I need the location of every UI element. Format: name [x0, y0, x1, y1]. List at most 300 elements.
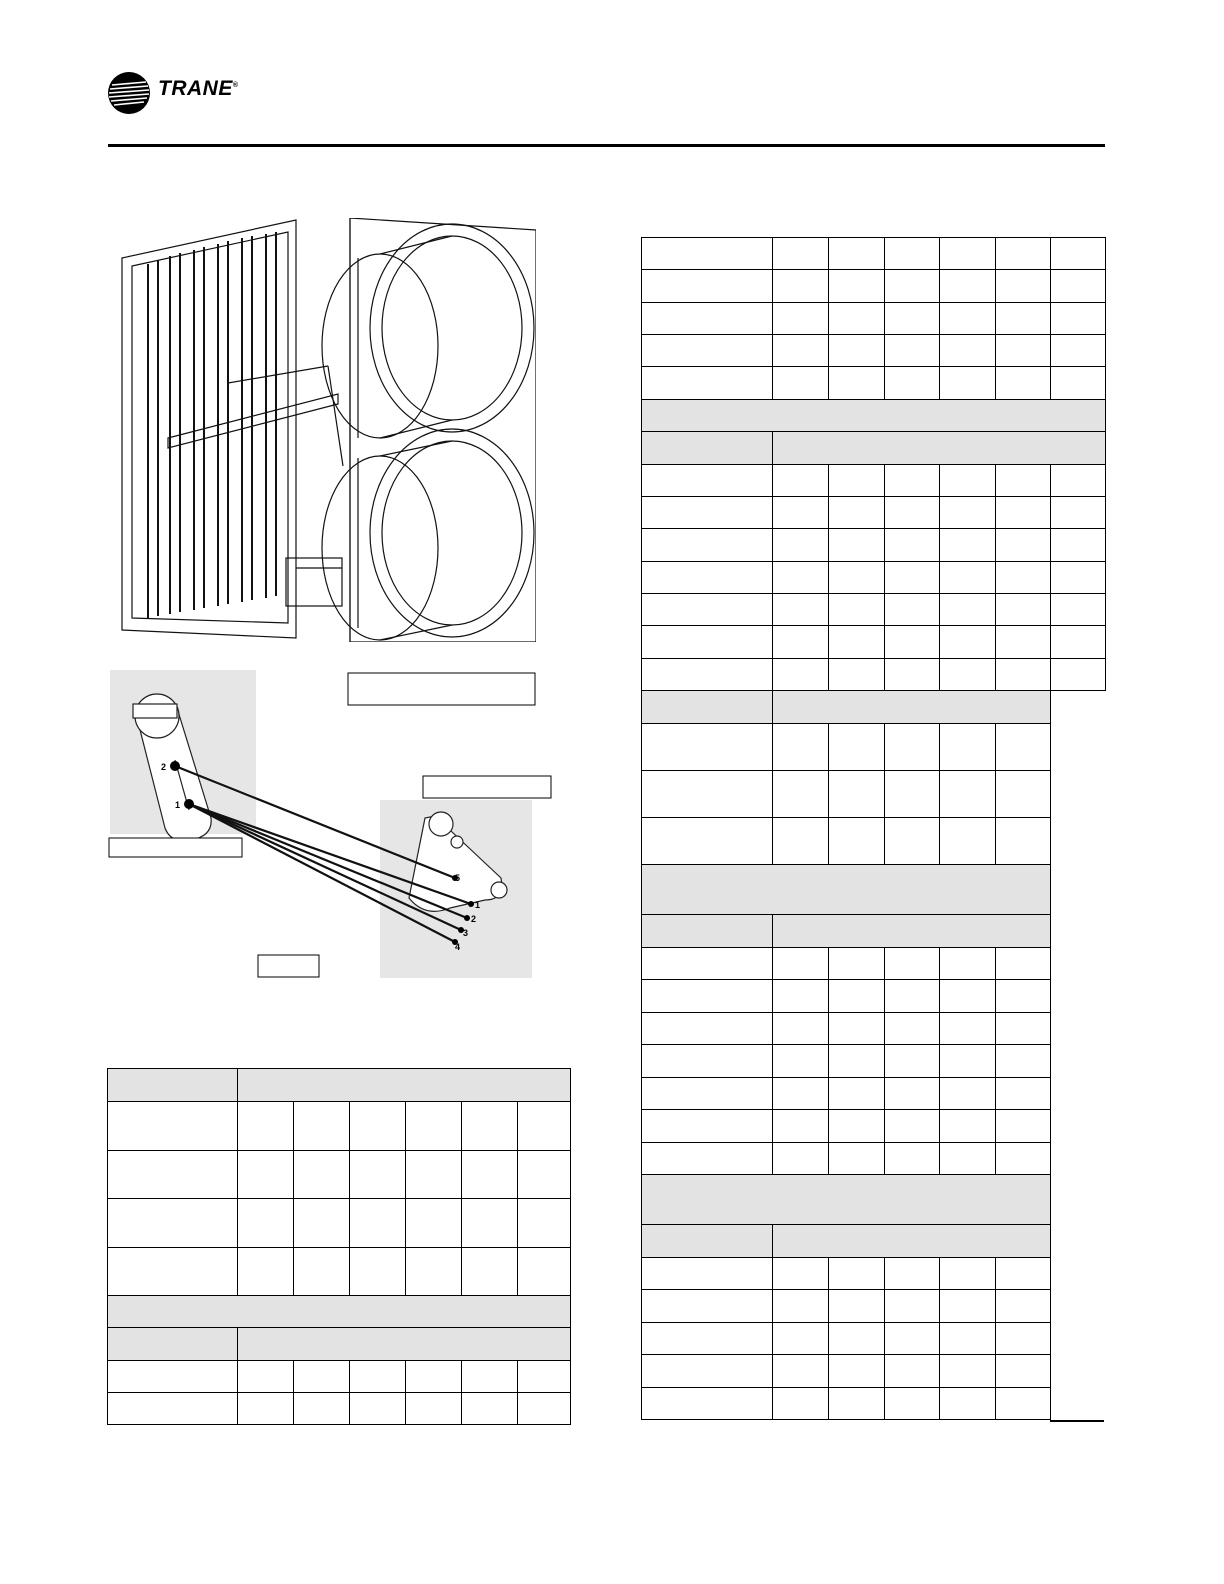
- table-cell: [940, 724, 996, 771]
- table-cell: [294, 1361, 350, 1393]
- table-cell: [996, 724, 1051, 771]
- table-row: [642, 1143, 1106, 1175]
- table-cell: [940, 948, 996, 980]
- table-cell: [885, 465, 940, 497]
- table-cell: [885, 529, 940, 562]
- table-cell: [996, 1355, 1051, 1388]
- table-end-rule: [1050, 1420, 1104, 1422]
- table-cell: [829, 771, 885, 818]
- table-cell: [1051, 529, 1106, 562]
- table-cell: [1051, 465, 1106, 497]
- table-cell: [773, 529, 829, 562]
- table-cell: [1051, 1323, 1106, 1355]
- table-cell: [1051, 865, 1106, 915]
- table-row: [642, 1078, 1106, 1110]
- table-cell: [406, 1151, 462, 1199]
- table-header-cell: [238, 1328, 571, 1361]
- table-cell: [996, 562, 1051, 594]
- table-cell: [1051, 691, 1106, 724]
- table-cell: [773, 303, 829, 335]
- table-cell: [1051, 270, 1106, 303]
- table-header-cell: [773, 432, 1106, 465]
- table-cell: [940, 465, 996, 497]
- table-cell: [829, 724, 885, 771]
- table-cell: [885, 1355, 940, 1388]
- table-cell: [773, 818, 829, 865]
- table-cell: [996, 497, 1051, 529]
- table-cell: [773, 594, 829, 626]
- table-row: [642, 238, 1106, 270]
- table-row: [642, 1355, 1106, 1388]
- table-cell: [940, 1078, 996, 1110]
- table-cell: [1051, 818, 1106, 865]
- table-cell: [829, 529, 885, 562]
- table-cell: [829, 1045, 885, 1078]
- table-cell: [829, 367, 885, 400]
- table-cell: [518, 1151, 571, 1199]
- table-cell: [885, 771, 940, 818]
- table-cell: [462, 1361, 518, 1393]
- table-row: [642, 1388, 1106, 1420]
- table-cell: [885, 1143, 940, 1175]
- table-cell: [642, 724, 773, 771]
- table-cell: [829, 818, 885, 865]
- table-cell: [406, 1248, 462, 1296]
- table-cell: [996, 270, 1051, 303]
- table-cell: [829, 1388, 885, 1420]
- table-cell: [940, 1258, 996, 1290]
- table-cell: [773, 1078, 829, 1110]
- table-header-cell: [642, 400, 1106, 432]
- table-cell: [996, 1388, 1051, 1420]
- damper-linkage-detail-drawing: [105, 668, 557, 984]
- table-cell: [829, 1143, 885, 1175]
- table-cell: [1051, 724, 1106, 771]
- table-row: [642, 529, 1106, 562]
- table-header-cell: [773, 1225, 1051, 1258]
- table-cell: [642, 771, 773, 818]
- table-cell: [829, 980, 885, 1013]
- table-cell: [940, 1388, 996, 1420]
- table-cell: [996, 1323, 1051, 1355]
- table-row: [642, 948, 1106, 980]
- table-cell: [885, 1013, 940, 1045]
- table-cell: [1051, 238, 1106, 270]
- table-row: [108, 1296, 571, 1328]
- table-cell: [238, 1393, 294, 1425]
- table-cell: [1051, 626, 1106, 659]
- right-hole-label: 4: [455, 942, 461, 952]
- table-row: [108, 1199, 571, 1248]
- table-cell: [885, 1258, 940, 1290]
- table-cell: [829, 948, 885, 980]
- table-row: [642, 270, 1106, 303]
- table-cell: [462, 1393, 518, 1425]
- table-cell: [1051, 594, 1106, 626]
- table-cell: [829, 270, 885, 303]
- table-cell: [642, 1388, 773, 1420]
- table-cell: [885, 367, 940, 400]
- table-cell: [462, 1199, 518, 1248]
- table-cell: [773, 335, 829, 367]
- table-cell: [773, 1045, 829, 1078]
- table-cell: [940, 1323, 996, 1355]
- table-cell: [108, 1199, 238, 1248]
- table-cell: [885, 659, 940, 691]
- table-cell: [829, 1355, 885, 1388]
- table-cell: [1051, 1110, 1106, 1143]
- right-hole-label: 2: [471, 914, 477, 924]
- table-row: [642, 1323, 1106, 1355]
- table-row: [642, 1045, 1106, 1078]
- table-cell: [238, 1199, 294, 1248]
- table-cell: [642, 626, 773, 659]
- table-cell: [642, 659, 773, 691]
- table-cell: [829, 1110, 885, 1143]
- table-cell: [642, 1045, 773, 1078]
- table-cell: [829, 238, 885, 270]
- callout-box: [258, 955, 319, 977]
- table-cell: [885, 303, 940, 335]
- table-row: [642, 1013, 1106, 1045]
- table-cell: [996, 594, 1051, 626]
- table-cell: [518, 1393, 571, 1425]
- table-cell: [238, 1102, 294, 1151]
- table-cell: [996, 1110, 1051, 1143]
- table-cell: [1051, 771, 1106, 818]
- table-cell: [996, 1045, 1051, 1078]
- table-cell: [1051, 1225, 1106, 1258]
- table-cell: [642, 270, 773, 303]
- table-cell: [773, 1143, 829, 1175]
- table-row: [642, 771, 1106, 818]
- right-hole-label: 3: [463, 928, 469, 938]
- table-cell: [885, 1323, 940, 1355]
- table-cell: [829, 1290, 885, 1323]
- table-row: [642, 626, 1106, 659]
- table-cell: [642, 1143, 773, 1175]
- table-cell: [773, 626, 829, 659]
- table-cell: [940, 594, 996, 626]
- table-cell: [773, 1355, 829, 1388]
- table-cell: [996, 1143, 1051, 1175]
- table-cell: [518, 1199, 571, 1248]
- table-cell: [885, 1045, 940, 1078]
- table-cell: [642, 1110, 773, 1143]
- table-row: [642, 594, 1106, 626]
- table-cell: [940, 1143, 996, 1175]
- table-cell: [773, 1258, 829, 1290]
- table-cell: [829, 1258, 885, 1290]
- table-cell: [108, 1151, 238, 1199]
- table-header-cell: [642, 432, 773, 465]
- table-cell: [885, 1110, 940, 1143]
- table-row: [108, 1361, 571, 1393]
- table-cell: [518, 1361, 571, 1393]
- table-cell: [829, 659, 885, 691]
- right-hole-label: 5: [455, 873, 461, 883]
- table-cell: [940, 1013, 996, 1045]
- table-cell: [885, 562, 940, 594]
- table-cell: [885, 594, 940, 626]
- table-cell: [940, 303, 996, 335]
- table-cell: [940, 562, 996, 594]
- table-row: [108, 1248, 571, 1296]
- table-cell: [773, 724, 829, 771]
- table-cell: [518, 1102, 571, 1151]
- table-cell: [940, 238, 996, 270]
- table-header-cell: [773, 691, 1051, 724]
- table-cell: [885, 626, 940, 659]
- table-cell: [350, 1361, 406, 1393]
- table-cell: [642, 594, 773, 626]
- table-cell: [940, 1045, 996, 1078]
- trane-globe-icon: [106, 71, 152, 115]
- table-cell: [294, 1199, 350, 1248]
- table-cell: [642, 818, 773, 865]
- table-cell: [773, 1290, 829, 1323]
- table-cell: [773, 1013, 829, 1045]
- table-cell: [108, 1393, 238, 1425]
- table-cell: [940, 367, 996, 400]
- table-cell: [238, 1151, 294, 1199]
- table-cell: [829, 303, 885, 335]
- table-cell: [238, 1248, 294, 1296]
- table-cell: [1051, 948, 1106, 980]
- left-hole-label: 2: [161, 762, 167, 772]
- callout-box: [109, 838, 242, 857]
- table-cell: [885, 724, 940, 771]
- table-cell: [1051, 1013, 1106, 1045]
- table-cell: [996, 980, 1051, 1013]
- table-cell: [996, 1258, 1051, 1290]
- table-cell: [996, 818, 1051, 865]
- table-header-cell: [642, 1175, 1051, 1225]
- table-cell: [642, 1355, 773, 1388]
- table-header-cell: [642, 691, 773, 724]
- table-row: [642, 818, 1106, 865]
- table-cell: [996, 626, 1051, 659]
- damper-and-fan-assembly-drawing: [118, 218, 536, 642]
- table-cell: [996, 529, 1051, 562]
- table-cell: [940, 1290, 996, 1323]
- table-row: [642, 335, 1106, 367]
- table-row: [642, 303, 1106, 335]
- table-row: [108, 1102, 571, 1151]
- table-cell: [773, 1110, 829, 1143]
- right-hole-label: 1: [475, 900, 481, 910]
- table-cell: [773, 948, 829, 980]
- table-cell: [642, 980, 773, 1013]
- table-row: [642, 1290, 1106, 1323]
- table-cell: [406, 1393, 462, 1425]
- callout-box: [348, 673, 535, 705]
- table-cell: [996, 335, 1051, 367]
- table-cell: [350, 1393, 406, 1425]
- table-cell: [1051, 1258, 1106, 1290]
- table-cell: [1051, 915, 1106, 948]
- table-cell: [294, 1248, 350, 1296]
- table-cell: [642, 497, 773, 529]
- table-cell: [773, 659, 829, 691]
- table-cell: [996, 367, 1051, 400]
- table-cell: [1051, 1078, 1106, 1110]
- table-header-cell: [773, 915, 1051, 948]
- table-header-cell: [108, 1069, 238, 1102]
- table-cell: [108, 1102, 238, 1151]
- trane-logo: [106, 71, 246, 115]
- table-cell: [1051, 497, 1106, 529]
- table-cell: [996, 771, 1051, 818]
- right-data-table: [641, 237, 1106, 1420]
- table-cell: [940, 980, 996, 1013]
- table-header-cell: [642, 915, 773, 948]
- table-row: [642, 915, 1106, 948]
- table-cell: [462, 1151, 518, 1199]
- table-row: [642, 659, 1106, 691]
- table-cell: [773, 465, 829, 497]
- table-cell: [406, 1102, 462, 1151]
- table-row: [642, 980, 1106, 1013]
- table-cell: [885, 818, 940, 865]
- table-cell: [996, 1078, 1051, 1110]
- table-header-cell: [238, 1069, 571, 1102]
- table-cell: [773, 270, 829, 303]
- table-cell: [996, 948, 1051, 980]
- table-row: [108, 1328, 571, 1361]
- table-row: [642, 562, 1106, 594]
- table-cell: [885, 497, 940, 529]
- table-cell: [885, 980, 940, 1013]
- table-cell: [1051, 303, 1106, 335]
- table-cell: [1051, 335, 1106, 367]
- table-cell: [642, 367, 773, 400]
- table-cell: [462, 1248, 518, 1296]
- table-row: [642, 865, 1106, 915]
- table-cell: [642, 335, 773, 367]
- table-cell: [773, 238, 829, 270]
- table-cell: [294, 1151, 350, 1199]
- table-cell: [642, 562, 773, 594]
- table-row: [642, 691, 1106, 724]
- table-cell: [238, 1361, 294, 1393]
- table-row: [642, 1110, 1106, 1143]
- table-cell: [642, 1258, 773, 1290]
- table-row: [108, 1393, 571, 1425]
- table-cell: [885, 1078, 940, 1110]
- table-cell: [885, 1290, 940, 1323]
- table-cell: [829, 562, 885, 594]
- table-row: [642, 1175, 1106, 1225]
- table-cell: [642, 1013, 773, 1045]
- table-cell: [940, 659, 996, 691]
- table-cell: [350, 1248, 406, 1296]
- table-cell: [108, 1361, 238, 1393]
- brand-name: TRANE: [158, 77, 233, 100]
- table-cell: [1051, 980, 1106, 1013]
- table-cell: [1051, 367, 1106, 400]
- table-row: [108, 1151, 571, 1199]
- table-cell: [996, 1290, 1051, 1323]
- table-cell: [829, 1078, 885, 1110]
- table-cell: [406, 1361, 462, 1393]
- table-header-cell: [108, 1296, 571, 1328]
- table-cell: [642, 303, 773, 335]
- table-cell: [940, 1355, 996, 1388]
- table-row: [642, 1258, 1106, 1290]
- table-cell: [940, 529, 996, 562]
- table-cell: [350, 1151, 406, 1199]
- table-cell: [350, 1199, 406, 1248]
- table-cell: [642, 238, 773, 270]
- table-cell: [996, 465, 1051, 497]
- table-header-cell: [108, 1328, 238, 1361]
- brand-wordmark: [158, 77, 239, 101]
- table-cell: [642, 948, 773, 980]
- table-cell: [1051, 1290, 1106, 1323]
- table-cell: [350, 1102, 406, 1151]
- table-cell: [294, 1393, 350, 1425]
- table-cell: [829, 1013, 885, 1045]
- table-cell: [885, 335, 940, 367]
- callout-box: [423, 776, 551, 798]
- table-cell: [773, 1388, 829, 1420]
- table-cell: [642, 465, 773, 497]
- left-data-table: [107, 1068, 571, 1425]
- table-cell: [885, 1388, 940, 1420]
- table-row: [642, 724, 1106, 771]
- table-cell: [885, 270, 940, 303]
- table-cell: [773, 562, 829, 594]
- table-cell: [829, 594, 885, 626]
- table-row: [642, 465, 1106, 497]
- table-cell: [996, 659, 1051, 691]
- table-row: [642, 367, 1106, 400]
- table-cell: [1051, 1355, 1106, 1388]
- table-cell: [1051, 659, 1106, 691]
- table-cell: [1051, 562, 1106, 594]
- table-row: [642, 400, 1106, 432]
- table-cell: [642, 1078, 773, 1110]
- table-cell: [108, 1248, 238, 1296]
- table-row: [642, 497, 1106, 529]
- table-cell: [773, 497, 829, 529]
- table-cell: [1051, 1045, 1106, 1078]
- table-cell: [829, 497, 885, 529]
- table-cell: [462, 1102, 518, 1151]
- table-cell: [940, 818, 996, 865]
- table-cell: [996, 1013, 1051, 1045]
- table-cell: [885, 948, 940, 980]
- table-cell: [294, 1102, 350, 1151]
- table-cell: [829, 626, 885, 659]
- table-cell: [996, 238, 1051, 270]
- table-cell: [829, 1323, 885, 1355]
- table-cell: [940, 497, 996, 529]
- table-cell: [642, 1323, 773, 1355]
- table-cell: [940, 626, 996, 659]
- table-cell: [406, 1199, 462, 1248]
- table-cell: [940, 1110, 996, 1143]
- table-cell: [642, 1290, 773, 1323]
- table-cell: [885, 238, 940, 270]
- table-cell: [642, 529, 773, 562]
- table-cell: [1051, 1175, 1106, 1225]
- table-cell: [996, 303, 1051, 335]
- table-cell: [1051, 1388, 1106, 1420]
- table-cell: [940, 335, 996, 367]
- table-cell: [518, 1248, 571, 1296]
